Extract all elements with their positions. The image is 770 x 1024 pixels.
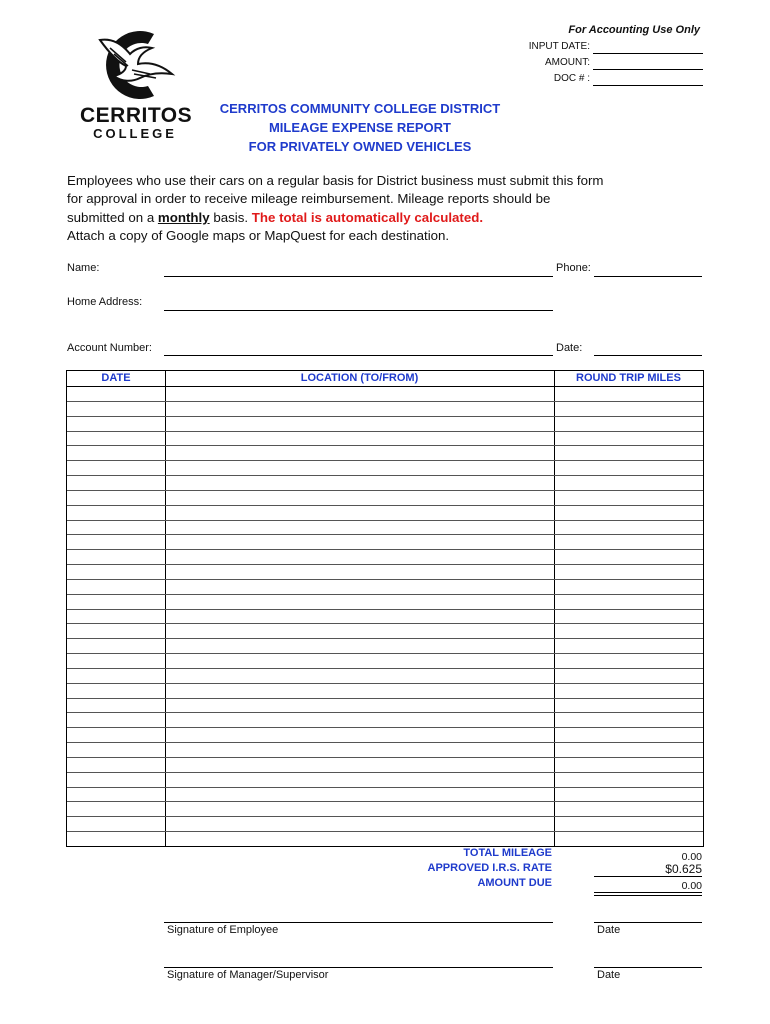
date-label: Date:	[556, 342, 583, 354]
table-row[interactable]	[67, 609, 703, 610]
rate-rule	[594, 876, 702, 877]
table-row[interactable]	[67, 490, 703, 491]
table-row[interactable]	[67, 416, 703, 417]
table-row[interactable]	[67, 816, 703, 817]
account-number-label: Account Number:	[67, 342, 152, 354]
table-row[interactable]	[67, 757, 703, 758]
mileage-table	[66, 370, 704, 847]
table-row[interactable]	[67, 431, 703, 432]
employee-signature-label: Signature of Employee	[167, 924, 279, 936]
home-address-label: Home Address:	[67, 296, 143, 308]
table-row[interactable]	[67, 772, 703, 773]
phone-field[interactable]	[594, 276, 702, 277]
accounting-title: For Accounting Use Only	[568, 24, 700, 36]
amount-field[interactable]	[593, 69, 703, 70]
intro-paragraph	[67, 172, 667, 246]
table-row[interactable]	[67, 801, 703, 802]
cerritos-logo-icon	[92, 26, 176, 104]
logo-line1: CERRITOS	[80, 104, 193, 127]
title-vehicles: FOR PRIVATELY OWNED VEHICLES	[248, 139, 472, 154]
input-date-row	[470, 41, 703, 57]
employee-date-field[interactable]	[594, 922, 702, 923]
col-header-miles: ROUND TRIP MILES	[576, 372, 681, 384]
amount-due-label: AMOUNT DUE	[477, 877, 552, 889]
title-report: MILEAGE EXPENSE REPORT	[268, 120, 452, 135]
table-row[interactable]	[67, 727, 703, 728]
name-field[interactable]	[164, 276, 553, 277]
intro-line1: Employees who use their cars on a regular basis for District business must submit this form	[67, 173, 604, 188]
table-row[interactable]	[67, 623, 703, 624]
table-row[interactable]	[67, 534, 703, 535]
total-mileage-label: TOTAL MILEAGE	[463, 847, 552, 859]
amount-row	[470, 57, 703, 73]
table-row[interactable]	[67, 579, 703, 580]
doc-row	[470, 73, 703, 89]
manager-signature-field[interactable]	[164, 967, 553, 968]
input-date-field[interactable]	[593, 53, 703, 54]
doc-field[interactable]	[593, 85, 703, 86]
table-row[interactable]	[67, 653, 703, 654]
total-mileage-value: 0.00	[681, 851, 702, 863]
home-address-field[interactable]	[164, 310, 553, 311]
table-row[interactable]	[67, 475, 703, 476]
table-row[interactable]	[67, 787, 703, 788]
irs-rate-label: APPROVED I.R.S. RATE	[427, 862, 552, 874]
intro-line3	[67, 209, 667, 227]
title-district: CERRITOS COMMUNITY COLLEGE DISTRICT	[219, 101, 501, 116]
manager-date-field[interactable]	[594, 967, 702, 968]
table-row[interactable]	[67, 386, 703, 387]
table-row[interactable]	[67, 520, 703, 521]
date-field[interactable]	[594, 355, 702, 356]
logo-line2: COLLEGE	[93, 126, 177, 141]
intro-line4: Attach a copy of Google maps or MapQuest for each destination.	[67, 228, 450, 244]
table-row[interactable]	[67, 698, 703, 699]
employee-date-label: Date	[597, 924, 621, 936]
irs-rate-value: $0.625	[665, 862, 702, 876]
amount-due-underline	[594, 892, 702, 893]
table-row[interactable]	[67, 505, 703, 506]
table-row[interactable]	[67, 460, 703, 461]
intro-line2: for approval in order to receive mileage reimbursement. Mileage reports should be	[67, 191, 551, 207]
intro-auto-calc-note: The total is automatically calculated.	[251, 209, 484, 225]
table-row[interactable]	[67, 445, 703, 446]
intro-line3-mid: basis.	[209, 209, 252, 225]
amount-due-double-underline	[594, 895, 702, 896]
col-header-date: DATE	[101, 372, 131, 384]
table-row[interactable]	[67, 401, 703, 402]
input-date-label: INPUT DATE:	[528, 41, 590, 52]
manager-date-label: Date	[597, 969, 621, 981]
table-row[interactable]	[67, 549, 703, 550]
phone-label: Phone:	[556, 262, 591, 274]
doc-label: DOC # :	[553, 73, 590, 84]
manager-signature-label: Signature of Manager/Supervisor	[167, 969, 329, 981]
table-row[interactable]	[67, 564, 703, 565]
employee-signature-field[interactable]	[164, 922, 553, 923]
account-number-field[interactable]	[164, 355, 553, 356]
name-label: Name:	[67, 262, 100, 274]
amount-due-value: 0.00	[681, 880, 702, 892]
table-row[interactable]	[67, 712, 703, 713]
table-row[interactable]	[67, 594, 703, 595]
col-header-location: LOCATION (TO/FROM)	[300, 372, 419, 384]
table-row[interactable]	[67, 638, 703, 639]
table-row[interactable]	[67, 742, 703, 743]
table-row[interactable]	[67, 683, 703, 684]
intro-monthly: monthly	[157, 209, 210, 225]
table-row[interactable]	[67, 668, 703, 669]
amount-label: AMOUNT:	[545, 57, 590, 68]
table-row[interactable]	[67, 831, 703, 832]
intro-line3-pre: submitted on a	[67, 209, 158, 225]
